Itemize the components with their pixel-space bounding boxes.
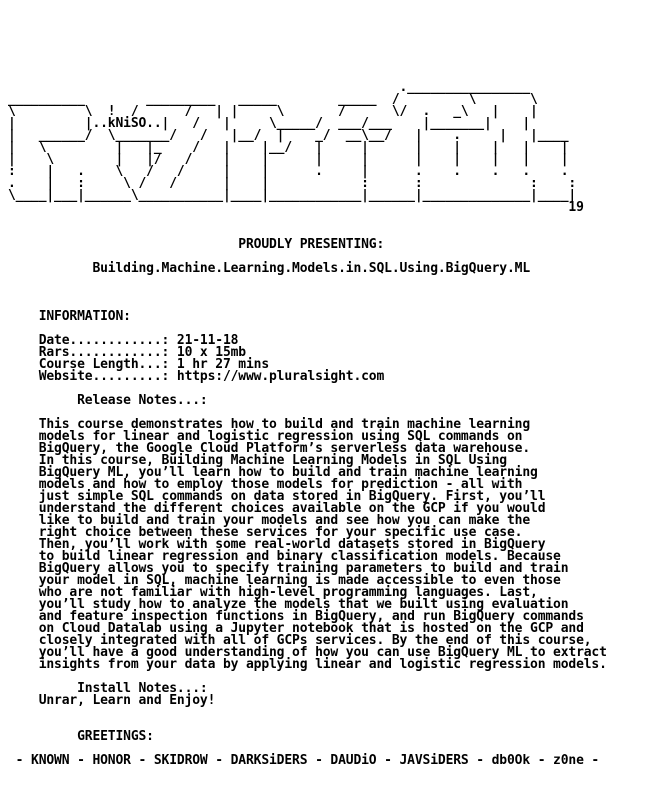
- release-info-text: PROUDLY PRESENTING: Building.Machine.Learning.Models.in.SQL.Using.BigQuery.ML INFORMATION: Date............: 21-11-18 Rars............: 10 x 15mb Course Length...: 1 hr 27 mins Website.........: https://www.pluralsight.com Release Notes...: This course demonstrates how to build and train machine learning models for linear and logistic regression using SQL commands on BigQuery, the Google Cloud Platform’s serverless data warehouse. In this course, Building Machine Learning Models in SQL Using BigQuery ML, you’ll learn how to build and train machine learning models and how to employ those models for prediction - all with just simple SQL commands on data stored in BigQuery. First, you’ll understand the different choices available on the GCP if you would like to build and train your models and see how you can make the right choice between these services for your specific use case. Then, you’ll work with some real-world datasets stored in BigQuery to build linear regression and binary classification models. Because BigQuery allows you to specify training parameters to build and train your model in SQL, machine learning is made accessible to even those who are not familiar with high-level programming languages. Last, you’ll study how to analyze the models that we built using evaluation and feature inspection functions in BigQuery, and run BigQuery commands on Cloud Datalab using a Jupyter notebook that is hosted on the GCP and closely integrated with all of GCPs services. By the end of this course, you’ll have a good understanding of how you can use BigQuery ML to extract insights from your data by applying linear and logistic regression models. Install Notes...: Unrar, Learn and Enjoy! GREETINGS: - KNOWN - HONOR - SKIDROW - DARKSiDERS - DAUDiO - JAVSiDERS - db0Ok - z0ne -: [15, 237, 607, 768]
- ascii-art-logo: .________________ __________ _________ _____ _____ / \ \ \ \ ! / / | | \ / \/ . _\ | | | |..kNiSO..| / | \_____/ ___/___ |_______| | | ______/ \_______/ / |__/ | _/ __\__/ | . | |____ | \ | |_ / | |__/ | | | | | | | | \ | |/ / | | | | | | | | | : | . \ / / | | . | . . . . . . | : \ / / | | : : : : \____|___|______\___________|____|____________|______|______________|____| 19: [8, 80, 584, 215]
